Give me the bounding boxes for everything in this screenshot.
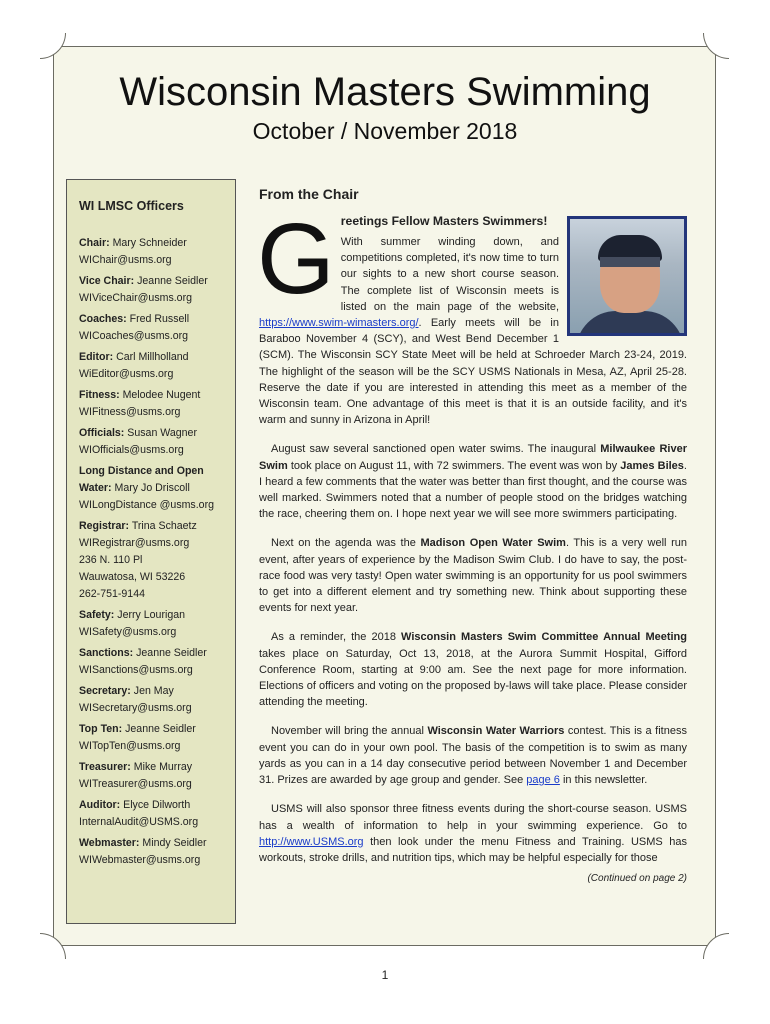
officer-entry: Fitness: Melodee Nugent WIFitness@usms.org: [79, 387, 227, 421]
officer-entry: Top Ten: Jeanne Seidler WITopTen@usms.org: [79, 721, 227, 755]
officer-entry: Officials: Susan Wagner WIOfficials@usms.org: [79, 425, 227, 459]
officer-entry: Registrar: Trina Schaetz WIRegistrar@usms.org 236 N. 110 Pl Wauwatosa, WI 53226 262-751-9144: [79, 518, 227, 603]
officer-entry: Webmaster: Mindy Seidler WIWebmaster@usms.org: [79, 835, 227, 869]
officer-email: WISafety@usms.org: [79, 626, 177, 638]
officer-email: WISanctions@usms.org: [79, 664, 193, 676]
paragraph-6: USMS will also sponsor three fitness events during the short-course season. USMS has a wealth of information to help in your swimming experience. Go to http://www.USMS.org then look under the menu Fitness and Training. USMS has workouts, stroke drills, and nutrition tips, which may be helpful especially for those: [259, 803, 687, 864]
paragraph-4: As a reminder, the 2018 Wisconsin Masters Swim Committee Annual Meeting takes place on Saturday, Oct 13, 2018, at the Aurora Summit Hospital, Gifford Conference Room, starting at 9:00 am. See the next page for more information. Elections of officers and voting on the proposed by-laws will take place. Please consider attending the meeting.: [259, 631, 687, 709]
paragraph-1: With summer winding down, and competitions completed, it's now time to turn our sights to a new short course season. The complete list of Wisconsin meets is listed on the main page of the website, https://www.swim-wimasters.org/. Early meets will be in Baraboo November 4 (SCY), and West Bend December 1 (SCM). The Wisconsin SCY State Meet will be held at Schroeder March 23-24, 2019. The highlight of the season will be the SCY USMS Nationals in Mesa, AZ, April 25-28. Reserve the date if you are interested in attending this meet as a member of the Wisconsin team. One advantage of this meet is that it is an outside facility, and it's warm and sunny in Arizona in April!: [259, 236, 687, 427]
officer-entry: Treasurer: Mike Murray WITreasurer@usms.org: [79, 759, 227, 793]
officer-email: WIWebmaster@usms.org: [79, 854, 201, 866]
paragraph-3: Next on the agenda was the Madison Open Water Swim. This is a very well run event, after years of experience by the Madison Swim Club. I do have to say, the post-race food was very tasty! Open water swimming is an opportunity for us pool swimmers to get into a different element and try something new. Think about supporting these events for next year.: [259, 537, 688, 615]
officer-email: WIRegistrar@usms.org: [79, 537, 190, 549]
officers-sidebar: [66, 179, 236, 924]
officer-entry: Auditor: Elyce Dilworth InternalAudit@USMS.org: [79, 797, 227, 831]
chair-photo: [567, 216, 687, 336]
officer-email: WIViceChair@usms.org: [79, 292, 192, 304]
officer-entry: Safety: Jerry Lourigan WISafety@usms.org: [79, 607, 227, 641]
officer-entry: Sanctions: Jeanne Seidler WISanctions@usms.org: [79, 645, 227, 679]
officer-email: WiEditor@usms.org: [79, 368, 174, 380]
page-6-link[interactable]: page 6: [526, 774, 560, 787]
paragraph-2: August saw several sanctioned open water swims. The inaugural Milwaukee River Swim took place on August 11, with 72 swimmers. The event was won by James Biles. I heard a few comments that the water was better than first thought, and the course was well marked. Swimmers noted that a number of people stood on the bridges watching the race, cheering them on. I hope next year we will see more swimmers participating.: [259, 443, 688, 521]
officer-entry: Editor: Carl Millholland WiEditor@usms.org: [79, 349, 227, 383]
officer-entry: Secretary: Jen May WISecretary@usms.org: [79, 683, 227, 717]
officer-email: WICoaches@usms.org: [79, 330, 189, 342]
officer-email: WILongDistance @usms.org: [79, 499, 214, 511]
officer-email: WISecretary@usms.org: [79, 702, 192, 714]
officer-list: [79, 235, 227, 869]
officer-entry: Long Distance and Open Water: Mary Jo Driscoll WILongDistance @usms.org: [79, 463, 227, 514]
issue-date: October / November 2018: [252, 118, 518, 144]
page-number: 1: [381, 968, 389, 982]
dropcap-letter: G: [257, 203, 335, 315]
officer-address-line: 236 N. 110 Pl: [79, 554, 143, 566]
main-article: [259, 186, 687, 884]
officer-email: WITopTen@usms.org: [79, 740, 181, 752]
website-link[interactable]: https://www.swim-wimasters.org/: [259, 317, 419, 330]
officer-email: WIChair@usms.org: [79, 254, 172, 266]
officer-address-line: 262-751-9144: [79, 588, 145, 600]
continued-note: (Continued on page 2): [587, 873, 687, 885]
officer-email: WIOfficials@usms.org: [79, 444, 184, 456]
officer-email: WITreasurer@usms.org: [79, 778, 192, 790]
officer-address-line: Wauwatosa, WI 53226: [79, 571, 186, 583]
section-title: From the Chair: [259, 186, 359, 202]
officer-email: WIFitness@usms.org: [79, 406, 181, 418]
usms-link[interactable]: http://www.USMS.org: [259, 835, 364, 848]
officer-entry: Chair: Mary Schneider WIChair@usms.org: [79, 235, 227, 269]
greeting: reetings Fellow Masters Swimmers!: [340, 214, 548, 228]
officer-entry: Vice Chair: Jeanne Seidler WIViceChair@usms.org: [79, 273, 227, 307]
newsletter-title: Wisconsin Masters Swimming: [119, 70, 651, 114]
officer-entry: Coaches: Fred Russell WICoaches@usms.org: [79, 311, 227, 345]
paragraph-5: November will bring the annual Wisconsin Water Warriors contest. This is a fitness event you can do in your own pool. The basis of the competition is to swim as many yards as you can in a 14 day consecutive period between November 1 and December 31. Prizes are awarded by age group and gender. See page 6 in this newsletter.: [259, 725, 687, 787]
sidebar-heading: WI LMSC Officers: [79, 199, 184, 213]
officer-email: InternalAudit@USMS.org: [79, 816, 199, 828]
